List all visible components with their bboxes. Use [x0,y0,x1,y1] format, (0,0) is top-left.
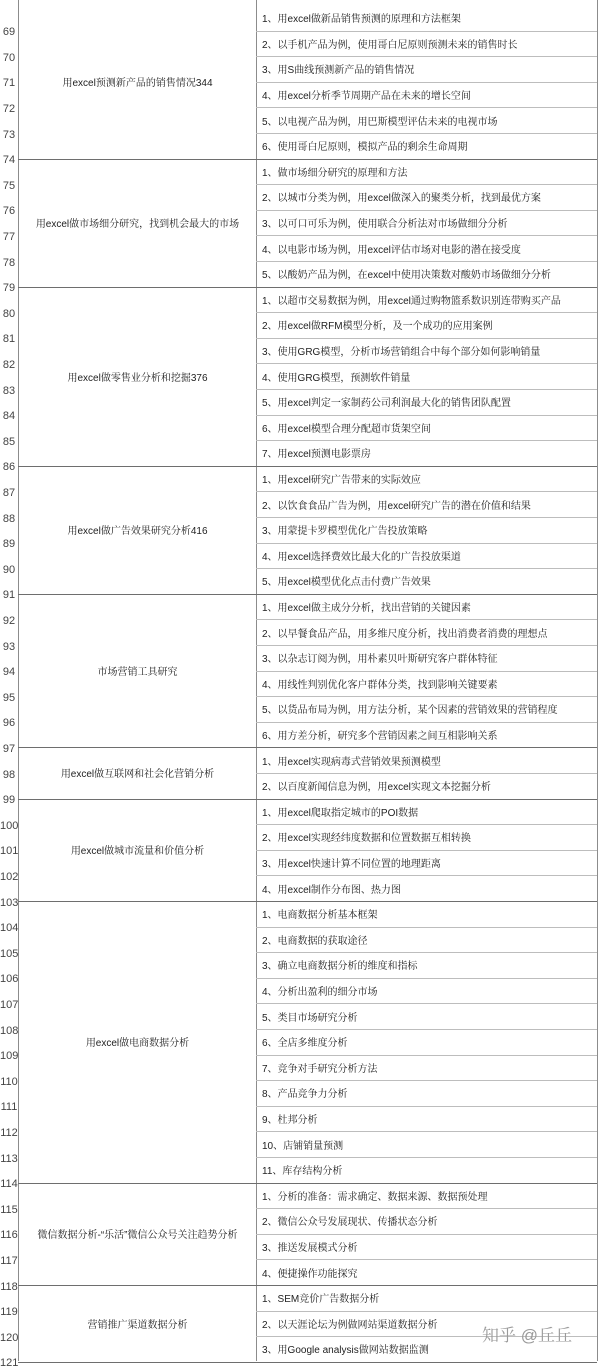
row-number[interactable]: 97 [2,743,16,755]
watermark: 知乎 @丘丘 [482,1326,572,1345]
item-cell[interactable]: 5、类目市场研究分析 [262,1012,358,1024]
row-number[interactable]: 113 [0,1152,18,1165]
item-cell[interactable]: 11、库存结构分析 [262,1166,343,1178]
row-number[interactable]: 105 [0,947,19,960]
item-cell[interactable]: 6、全店多维度分析 [262,1038,348,1050]
item-cell[interactable]: 3、用S曲线预测新产品的销售情况 [262,65,415,77]
row-number[interactable]: 103 [0,896,19,909]
item-cell[interactable]: 2、用excel实现经纬度数据和位置数据互相转换 [262,833,471,845]
item-cell[interactable]: 4、便捷操作功能探究 [262,1268,358,1280]
row-number[interactable]: 91 [2,589,16,602]
row-number[interactable]: 70 [2,51,16,64]
item-cell[interactable]: 4、用线性判别优化客户群体分类，找到影响关键要素 [262,679,498,691]
table-bottom-border [18,1362,597,1363]
item-cell[interactable]: 4、用excel分析季节周期产品在未来的增长空间 [262,91,471,103]
item-cell[interactable]: 1、用excel研究广告带来的实际效应 [262,475,421,487]
row-number[interactable]: 110 [0,1075,18,1088]
item-cell[interactable]: 2、以饮食食品广告为例，用excel研究广告的潜在价值和结果 [262,500,531,512]
category-cell[interactable]: 用excel做市场细分研究，找到机会最大的市场 [35,219,240,231]
row-number[interactable]: 86 [2,461,16,474]
item-cell[interactable]: 4、分析出盈利的细分市场 [262,987,378,999]
item-cell[interactable]: 2、以天涯论坛为例做网站渠道数据分析 [262,1319,438,1331]
row-number[interactable]: 98 [2,768,16,781]
category-cell[interactable]: 用excel做城市流量和价值分析 [70,846,205,858]
row-number[interactable]: 100 [0,819,19,832]
row-number[interactable]: 95 [2,691,16,704]
item-cell[interactable]: 3、用excel快速计算不同位置的地理距离 [262,859,441,871]
row-number[interactable]: 112 [0,1127,18,1139]
item-cell[interactable]: 2、以百度新闻信息为例，用excel实现文本挖掘分析 [262,782,491,794]
item-cell[interactable]: 1、分析的准备：需求确定、数据来源、数据预处理 [262,1191,488,1203]
row-number[interactable]: 77 [2,231,16,243]
item-cell[interactable]: 6、用方差分析，研究多个营销因素之间互相影响关系 [262,731,498,743]
row-number[interactable]: 84 [2,410,16,423]
category-cell[interactable]: 微信数据分析-“乐活”微信公众号关注趋势分析 [37,1230,238,1242]
category-cell[interactable]: 用excel做零售业分析和挖掘376 [67,372,208,384]
row-number[interactable]: 89 [2,538,16,551]
row-number[interactable]: 69 [2,26,16,39]
item-cell[interactable]: 1、以超市交易数据为例，用excel通过购物篮系数识别连带购买产品 [262,295,561,307]
item-cell[interactable]: 8、产品竞争力分析 [262,1089,348,1101]
row-number[interactable]: 94 [2,666,16,679]
item-cell[interactable]: 4、使用GRG模型，预测软件销量 [262,372,411,384]
item-cell[interactable]: 2、电商数据的获取途径 [262,935,368,947]
item-cell[interactable]: 1、用excel实现病毒式营销效果预测模型 [262,756,441,768]
item-cell[interactable]: 7、用excel预测电影票房 [262,449,371,461]
row-number[interactable]: 120 [0,1331,19,1344]
row-number[interactable]: 121 [0,1357,19,1369]
row-number[interactable]: 90 [2,563,16,576]
item-cell[interactable]: 2、以手机产品为例，使用哥白尼原则预测未来的销售时长 [262,39,518,51]
row-number[interactable]: 72 [2,103,16,115]
row-number[interactable]: 117 [0,1255,18,1267]
item-cell[interactable]: 5、用excel模型优化点击付费广告效果 [262,577,431,589]
item-cell[interactable]: 4、用excel制作分布图、热力图 [262,884,401,896]
category-cell[interactable]: 用excel预测新产品的销售情况344 [62,78,213,90]
item-cell[interactable]: 1、电商数据分析基本框架 [262,910,378,922]
row-number[interactable]: 111 [0,1101,18,1114]
category-cell[interactable]: 营销推广渠道数据分析 [87,1319,188,1331]
row-number[interactable]: 96 [2,717,16,730]
item-cell[interactable]: 3、以杂志订阅为例，用朴素贝叶斯研究客户群体特征 [262,654,498,666]
item-cell[interactable]: 10、店铺销量预测 [262,1140,344,1152]
row-number[interactable]: 101 [0,845,19,858]
row-number[interactable]: 85 [2,435,16,448]
row-number[interactable]: 71 [2,77,16,90]
item-cell[interactable]: 4、用excel选择费效比最大化的广告投放渠道 [262,551,461,563]
column-border-b [597,0,598,1361]
row-number[interactable]: 106 [0,973,19,986]
row-number[interactable]: 104 [0,922,19,935]
row-number[interactable]: 102 [0,871,19,883]
item-cell[interactable]: 1、用excel爬取指定城市的POI数据 [262,807,419,819]
item-cell[interactable]: 7、竞争对手研究分析方法 [262,1063,378,1075]
item-cell[interactable]: 2、用excel做RFM模型分析，及一个成功的应用案例 [262,321,493,333]
item-cell[interactable]: 1、用excel做主成分分析，找出营销的关键因素 [262,603,471,615]
row-number[interactable]: 80 [2,307,16,320]
item-cell[interactable]: 6、用excel模型合理分配超市货架空间 [262,423,431,435]
item-cell[interactable]: 3、推送发展模式分析 [262,1243,358,1255]
row-number[interactable]: 92 [2,615,16,627]
row-number[interactable]: 116 [0,1229,18,1242]
category-cell[interactable]: 用excel做广告效果研究分析416 [67,526,208,538]
row-number[interactable]: 109 [0,1050,19,1063]
item-cell[interactable]: 3、确立电商数据分析的维度和指标 [262,961,418,973]
item-cell[interactable]: 4、以电影市场为例，用excel评估市场对电影的潜在接受度 [262,244,521,256]
row-number[interactable]: 119 [0,1306,18,1319]
row-number[interactable]: 99 [2,794,16,807]
row-number[interactable]: 78 [2,256,16,269]
row-number[interactable]: 87 [2,487,16,499]
item-cell[interactable]: 1、SEM竞价广告数据分析 [262,1294,380,1306]
row-number[interactable]: 74 [2,154,16,167]
item-cell[interactable]: 2、微信公众号发展现状、传播状态分析 [262,1217,438,1229]
row-number[interactable]: 88 [2,512,16,525]
row-number[interactable]: 118 [0,1280,18,1293]
row-number[interactable]: 73 [2,128,16,141]
row-number[interactable]: 114 [0,1178,18,1191]
item-cell[interactable]: 1、用excel做新品销售预测的原理和方法框架 [262,14,461,26]
row-number[interactable]: 115 [0,1203,18,1216]
row-number[interactable]: 108 [0,1024,19,1037]
category-cell[interactable]: 市场营销工具研究 [97,667,178,679]
item-cell[interactable]: 5、以货品布局为例，用方法分析，某个因素的营销效果的营销程度 [262,705,558,717]
item-cell[interactable]: 3、用蒙提卡罗模型优化广告投放策略 [262,526,428,538]
item-cell[interactable]: 3、使用GRG模型，分析市场营销组合中每个部分如何影响销量 [262,347,541,359]
item-cell[interactable]: 3、以可口可乐为例，使用联合分析法对市场做细分分析 [262,219,508,231]
item-cell[interactable]: 2、以城市分类为例，用excel做深入的聚类分析，找到最优方案 [262,193,541,205]
item-cell[interactable]: 2、以早餐食品产品，用多维尺度分析，找出消费者消费的理想点 [262,628,548,640]
item-cell[interactable]: 6、使用哥白尼原则，模拟产品的剩余生命周期 [262,142,468,154]
row-number[interactable]: 81 [2,333,16,346]
item-cell[interactable]: 5、以电视产品为例，用巴斯模型评估未来的电视市场 [262,116,498,128]
row-number[interactable]: 83 [2,384,16,397]
item-cell[interactable]: 1、做市场细分研究的原理和方法 [262,167,408,179]
row-number[interactable]: 82 [2,359,16,371]
row-number[interactable]: 75 [2,179,16,192]
item-cell[interactable]: 9、杜邦分析 [262,1115,318,1127]
category-cell[interactable]: 用excel做电商数据分析 [85,1038,190,1050]
item-cell[interactable]: 3、用Google analysis做网站数据监测 [262,1345,429,1357]
category-cell[interactable]: 用excel做互联网和社会化营销分析 [60,769,215,781]
row-number[interactable]: 93 [2,640,16,653]
item-cell[interactable]: 5、以酸奶产品为例，在excel中使用决策数对酸奶市场做细分分析 [262,270,551,282]
item-cell[interactable]: 5、用excel判定一家制药公司利润最大化的销售团队配置 [262,398,511,410]
row-number[interactable]: 79 [2,282,16,295]
row-number[interactable]: 107 [0,999,19,1011]
row-number[interactable]: 76 [2,205,16,218]
